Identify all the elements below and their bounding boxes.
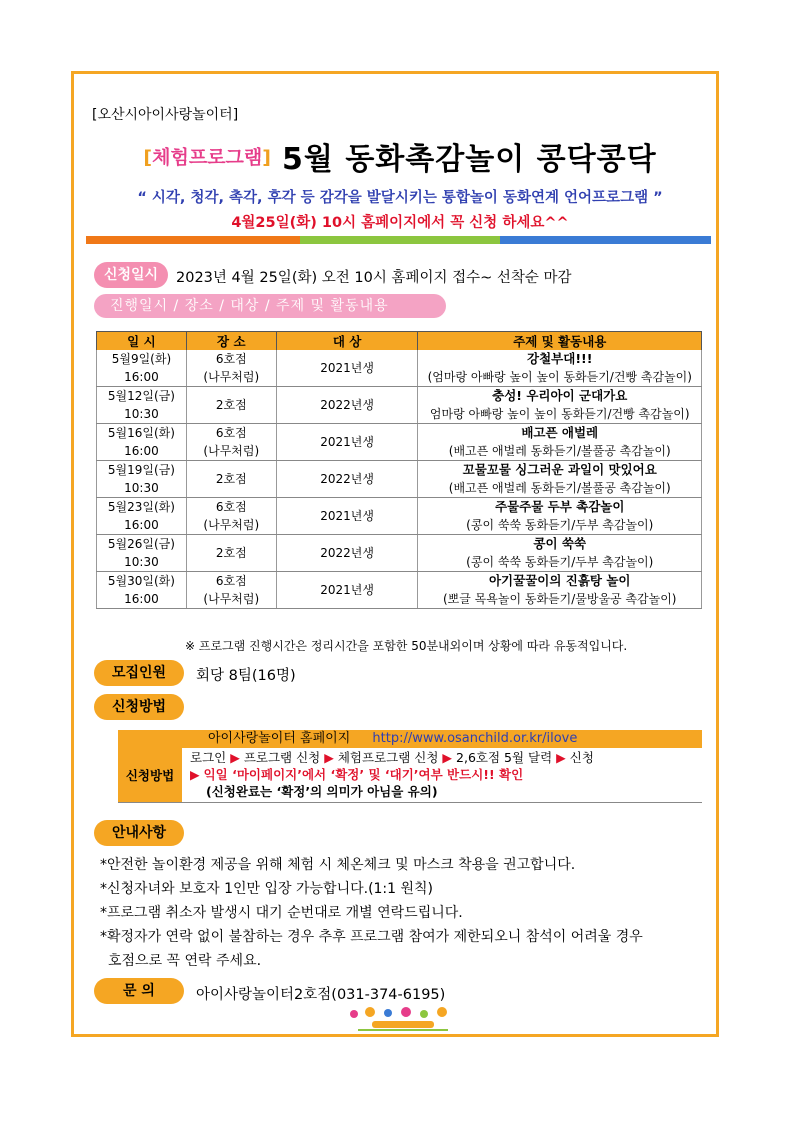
cell-topic: 콩이 쑥쑥 (콩이 쑥쑥 동화듣기/두부 촉감놀이): [418, 535, 702, 572]
method-label: 신청방법: [94, 694, 184, 720]
apply-steps: [182, 748, 594, 802]
cell-date: 5월12일(금) 10:30: [97, 387, 187, 424]
subtitle: “ 시각, 청각, 촉각, 후각 등 감각을 발달시키는 통합놀이 동화연계 언어프로그램 ”: [137, 190, 663, 206]
cell-topic: 주물주물 두부 촉감놀이 (콩이 쑥쑥 동화듣기/두부 촉감놀이): [418, 498, 702, 535]
arrow-right-icon: ▶: [230, 750, 240, 765]
table-row: [97, 387, 702, 424]
apply-method-box: [118, 730, 702, 803]
arrow-right-icon: ▶: [556, 750, 566, 765]
apply-confirm-line: ▶ 익일 ‘마이페이지’에서 ‘확정’ 및 ‘대기’여부 반드시!! 확인: [190, 767, 524, 782]
apply-steps-row: [118, 748, 702, 803]
apply-notice: 4월25일(화) 10시 홈페이지에서 꼭 신청 하세요^^: [231, 215, 569, 231]
table-row: [97, 350, 702, 387]
schedule-table: [96, 331, 702, 609]
title-row: [0, 134, 800, 178]
contact-label: 문 의: [94, 978, 184, 1004]
cell-target: 2021년생: [276, 572, 418, 609]
ilove-playground-logo: [348, 1004, 458, 1032]
org-name: [오산시아이사랑놀이터]: [92, 107, 239, 123]
cell-topic: 아기꿀꿀이의 진흙탕 놀이 (뽀글 목욕놀이 동화듣기/물방울공 촉감놀이): [418, 572, 702, 609]
apply-step-line: 로그인 ▶ 프로그램 신청 ▶ 체험프로그램 신청 ▶ 2,6호점 5월 달력 ▶ 신청: [190, 750, 594, 765]
cell-date: 5월26일(금) 10:30: [97, 535, 187, 572]
cell-place: 2호점: [186, 387, 276, 424]
logo-graphic: [348, 1004, 458, 1032]
guide-label: 안내사항: [94, 820, 184, 846]
cell-date: 5월9일(화) 16:00: [97, 350, 187, 387]
cell-place: 6호점 (나무처럼): [186, 424, 276, 461]
header-date: 일 시: [97, 332, 187, 351]
homepage-link[interactable]: http://www.osanchild.or.kr/ilove: [372, 731, 578, 746]
arrow-right-icon: ▶: [190, 767, 200, 782]
guide-item: 호점으로 꼭 연락 주세요.: [108, 953, 262, 969]
apply-site-row: [118, 730, 702, 748]
header-target: 대 상: [276, 332, 418, 351]
cell-topic: 충성! 우리아이 군대가요 엄마랑 아빠랑 높이 높이 동화듣기/건빵 촉감놀이): [418, 387, 702, 424]
table-row: [97, 461, 702, 498]
recruit-value: 회당 8팀(16명): [196, 668, 296, 684]
arrow-right-icon: ▶: [442, 750, 453, 765]
schedule-note: ※ 프로그램 진행시간은 정리시간을 포함한 50분내외이며 상황에 따라 유동적입니다.: [185, 639, 628, 653]
page-title: 5월 동화촉감놀이 콩닥콩닥: [282, 142, 657, 177]
contact-value: 아이사랑놀이터2호점(031-374-6195): [196, 987, 446, 1003]
guide-item: *안전한 놀이환경 제공을 위해 체험 시 체온체크 및 마스크 착용을 권고합니다.: [100, 857, 576, 873]
cell-place: 2호점: [186, 461, 276, 498]
cell-target: 2022년생: [276, 387, 418, 424]
recruit-label: 모집인원: [94, 660, 184, 686]
cell-date: 5월16일(화) 16:00: [97, 424, 187, 461]
cell-topic: 꼬물꼬물 싱그러운 과일이 맛있어요 (배고픈 애벌레 동화듣기/볼풀공 촉감놀이): [418, 461, 702, 498]
header-place: 장 소: [186, 332, 276, 351]
table-row: [97, 424, 702, 461]
cell-target: 2021년생: [276, 350, 418, 387]
table-row: [97, 572, 702, 609]
apply-row-label: 신청방법: [118, 748, 182, 802]
table-row: [97, 498, 702, 535]
cell-date: 5월19일(금) 10:30: [97, 461, 187, 498]
cell-date: 5월30일(화) 16:00: [97, 572, 187, 609]
guide-item: *프로그램 취소자 발생시 대기 순번대로 개별 연락드립니다.: [100, 905, 463, 921]
cell-place: 2호점: [186, 535, 276, 572]
cell-target: 2021년생: [276, 498, 418, 535]
apply-caution: (신청완료는 ‘확정’의 의미가 아님을 유의): [206, 784, 438, 799]
application-date-label: 신청일시: [94, 262, 168, 288]
cell-target: 2021년생: [276, 424, 418, 461]
cell-date: 5월23일(화) 16:00: [97, 498, 187, 535]
header-topic: 주제 및 활동내용: [418, 332, 702, 351]
guide-item: *신청자녀와 보호자 1인만 입장 가능합니다.(1:1 원칙): [100, 881, 434, 897]
cell-place: 6호점 (나무처럼): [186, 350, 276, 387]
divider-blue: [500, 236, 711, 244]
divider-green: [300, 236, 500, 244]
program-tag: [체험프로그램]: [143, 146, 271, 169]
divider-orange: [86, 236, 300, 244]
table-header-row: [97, 332, 702, 351]
schedule-section-label: 진행일시 / 장소 / 대상 / 주제 및 활동내용: [94, 294, 446, 318]
cell-target: 2022년생: [276, 461, 418, 498]
cell-topic: 강철부대!!! (엄마랑 아빠랑 높이 높이 동화듣기/건빵 촉감놀이): [418, 350, 702, 387]
cell-place: 6호점 (나무처럼): [186, 498, 276, 535]
cell-place: 6호점 (나무처럼): [186, 572, 276, 609]
cell-topic: 배고픈 애벌레 (배고픈 애벌레 동화듣기/볼풀공 촉감놀이): [418, 424, 702, 461]
application-date-value: 2023년 4월 25일(화) 오전 10시 홈페이지 접수~ 선착순 마감: [176, 270, 572, 286]
cell-target: 2022년생: [276, 535, 418, 572]
arrow-right-icon: ▶: [324, 750, 334, 765]
table-row: [97, 535, 702, 572]
guide-item: *확정자가 연락 없이 불참하는 경우 추후 프로그램 참여가 제한되오니 참석이 어려울 경우: [100, 929, 643, 945]
site-label: 아이사랑놀이터 홈페이지: [208, 731, 351, 746]
